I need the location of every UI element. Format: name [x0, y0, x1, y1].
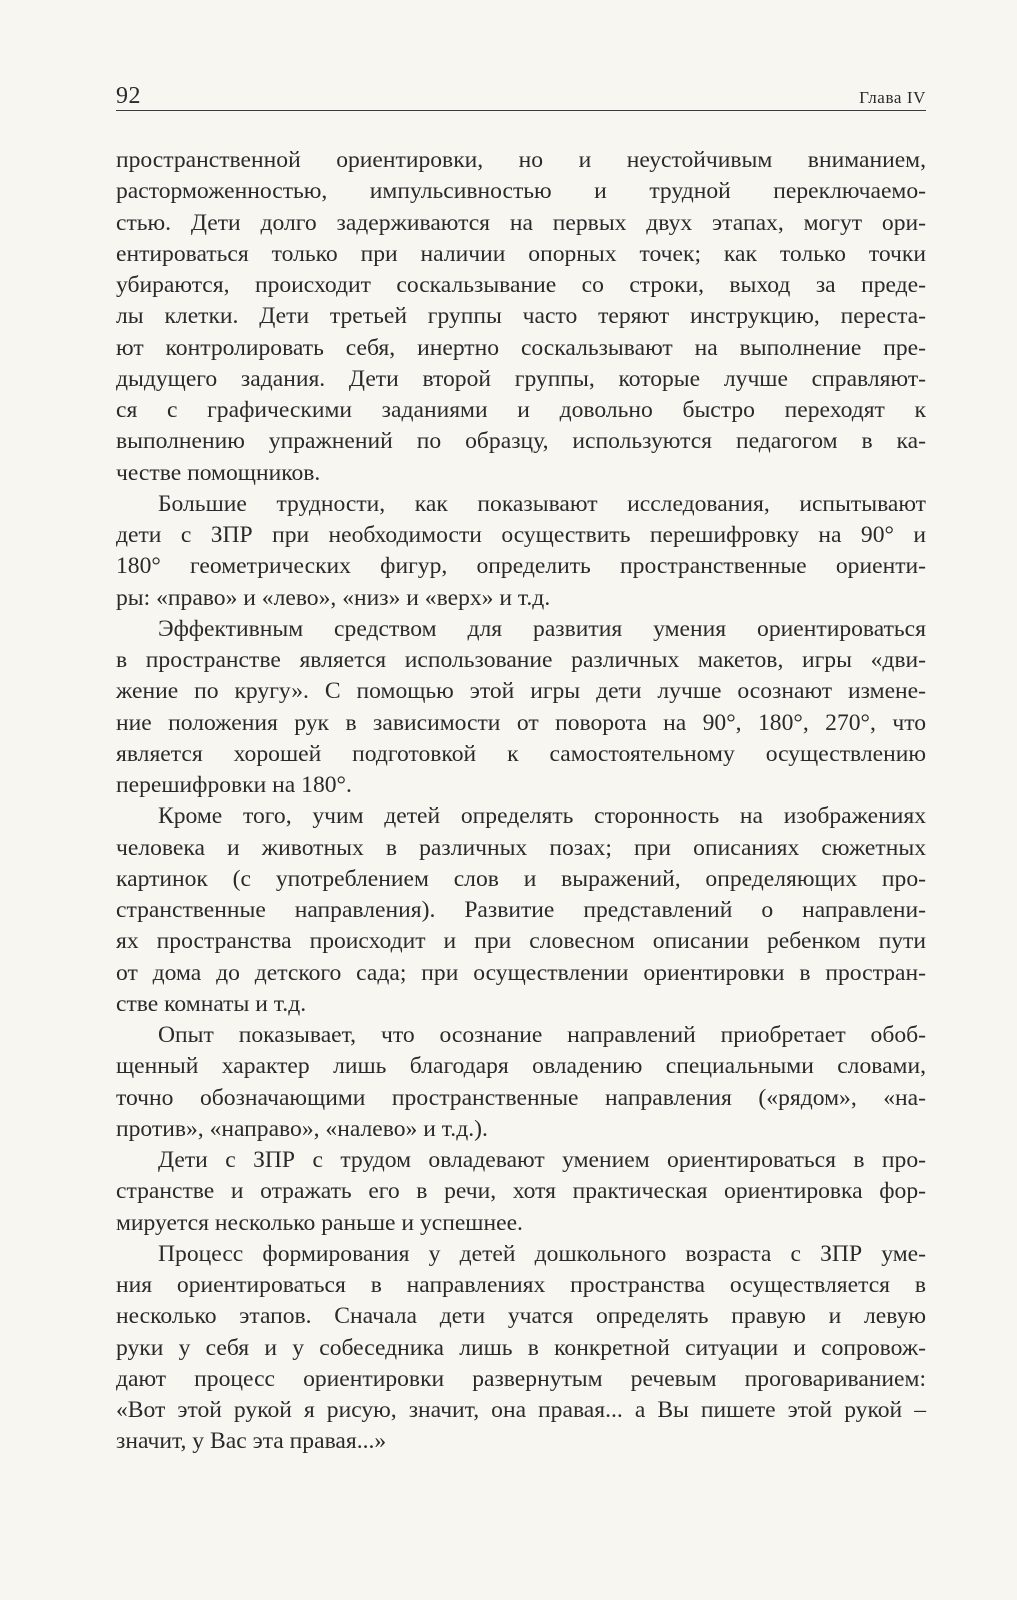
text-line: ях пространства происходит и при словесном описании ребенком пути [116, 928, 926, 955]
paragraph-first-line: Большие трудности, как показывают исследования, испытывают [158, 490, 926, 517]
chapter-title: Глава IV [859, 88, 926, 107]
text-line: лы клетки. Дети третьей группы часто теряют инструкцию, переста- [116, 303, 926, 330]
text-line: честве помощников. [116, 459, 321, 486]
text-line: расторможенностью, импульсивностью и трудной переключаемо- [116, 178, 926, 205]
paragraph-first-line: Опыт показывает, что осознание направлений приобретает обоб- [158, 1022, 926, 1048]
text-line: в пространстве является использование различных макетов, игры «дви- [116, 647, 926, 673]
paragraph-first-line: Кроме того, учим детей определять сторонность на изображениях [158, 803, 926, 830]
text-line: дети с ЗПР при необходимости осуществить перешифровку на 90° и [116, 522, 926, 548]
text-line: стью. Дети долго задерживаются на первых двух этапах, могут ори- [116, 209, 926, 236]
text-line: несколько этапов. Сначала дети учатся определять правую и левую [116, 1303, 926, 1330]
text-line: значит, у Вас эта правая...» [116, 1428, 387, 1455]
running-head [116, 70, 926, 111]
body-text [116, 145, 926, 1458]
text-line: ентироваться только при наличии опорных точек; как только точки [116, 240, 926, 267]
text-line: странственные направления). Развитие представлений о направлени- [116, 897, 926, 923]
text-line: руки у себя и у собеседника лишь в конкретной ситуации и сопровож- [116, 1334, 926, 1361]
text-line: ют контролировать себя, инертно соскальзывают на выполнение пре- [116, 334, 926, 361]
paragraph-first-line: Процесс формирования у детей дошкольного возраста с ЗПР уме- [158, 1240, 926, 1267]
text-line: щенный характер лишь благодаря овладению специальными словами, [116, 1053, 926, 1080]
page-number: 92 [116, 83, 141, 109]
book-page [116, 70, 926, 1458]
text-line: является хорошей подготовкой к самостоятельному осуществлению [116, 740, 926, 767]
text-line: от дома до детского сада; при осуществлении ориентировки в простран- [116, 959, 926, 986]
text-line: жение по кругу». С помощью этой игры дети лучше осознают измене- [116, 678, 926, 705]
paragraph-first-line: Эффективным средством для развития умения ориентироваться [158, 615, 926, 642]
text-line: 180° геометрических фигур, определить пространственные ориенти- [116, 553, 926, 580]
text-line: стве комнаты и т.д. [116, 990, 307, 1017]
text-line: пространственной ориентировки, но и неустойчивым вниманием, [116, 147, 926, 173]
text-line: мируется несколько раньше и успешнее. [116, 1209, 523, 1236]
text-line: выполнению упражнений по образцу, используются педагогом в ка- [116, 428, 926, 455]
text-line: человека и животных в различных позах; при описаниях сюжетных [116, 834, 926, 861]
text-line: странстве и отражать его в речи, хотя практическая ориентировка фор- [116, 1178, 926, 1205]
text-line: дыдущего задания. Дети второй группы, которые лучше справляют- [116, 365, 926, 392]
text-line: ния ориентироваться в направлениях пространства осуществляется в [116, 1272, 926, 1298]
text-line: дают процесс ориентировки развернутым речевым проговариванием: [116, 1365, 926, 1392]
text-line: ние положения рук в зависимости от поворота на 90°, 180°, 270°, что [116, 709, 926, 736]
paragraph-first-line: Дети с ЗПР с трудом овладевают умением ориентироваться в про- [158, 1147, 926, 1173]
text-line: перешифровки на 180°. [116, 772, 352, 798]
text-line: против», «направо», «налево» и т.д.). [116, 1115, 488, 1142]
text-line: ся с графическими заданиями и довольно быстро переходят к [116, 397, 926, 423]
text-line: ры: «право» и «лево», «низ» и «верх» и т.д. [116, 584, 551, 611]
text-line: «Вот этой рукой я рисую, значит, она правая... а Вы пишете этой рукой – [116, 1397, 926, 1423]
text-line: убираются, происходит соскальзывание со строки, выход за преде- [116, 272, 926, 298]
text-line: точно обозначающими пространственные направления («рядом», «на- [116, 1084, 926, 1111]
text-line: картинок (с употреблением слов и выражений, определяющих про- [116, 865, 926, 892]
